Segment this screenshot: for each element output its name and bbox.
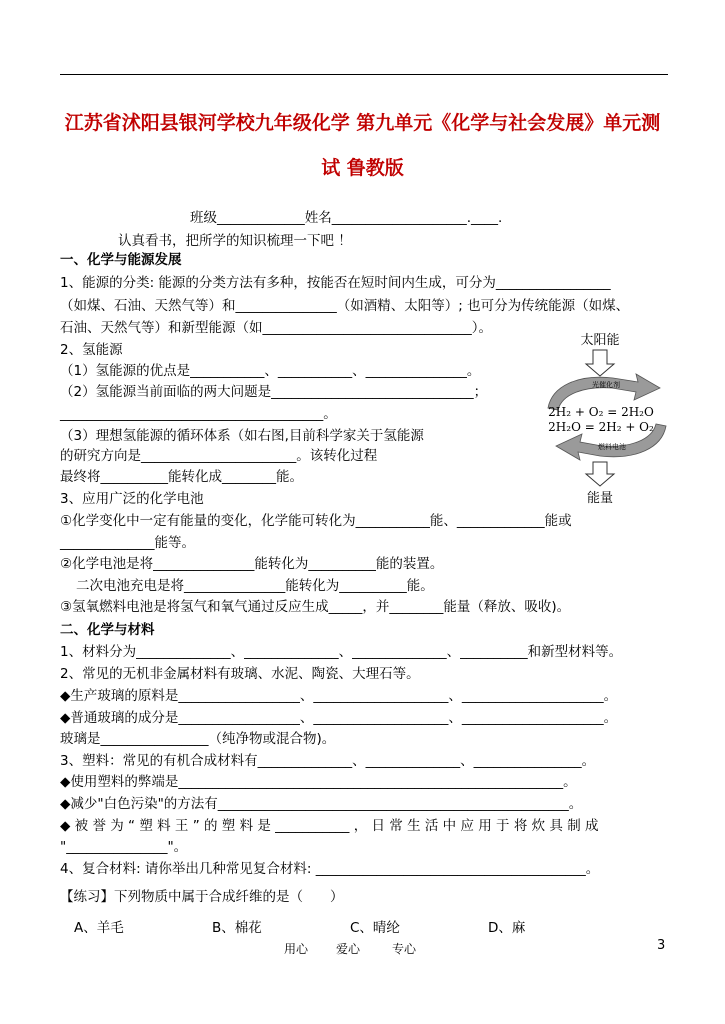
practice-question: 【练习】下列物质中属于合成纤维的是（ ） bbox=[60, 889, 344, 905]
s1-line13: ______________能等。 bbox=[60, 535, 195, 551]
s2-line1: 1、材料分为______________、______________、______________、__________和新型材料等。 bbox=[60, 644, 623, 660]
section1-heading: 一、化学与能源发展 bbox=[60, 252, 182, 268]
s1-line14: ②化学电池是将_______________能转化为__________能的装置。 bbox=[60, 556, 444, 572]
diagram-top-label: 太阳能 bbox=[580, 333, 620, 348]
s2-line4: ◆普通玻璃的成分是__________________、____________________、_____________________。 bbox=[60, 710, 618, 726]
s1-line2: （如煤、石油、天然气等）和_______________（如酒精、太阳等）; 也可分为传统能源（如煤、 bbox=[60, 298, 630, 314]
s1-line10: 最终将__________能转化成________能。 bbox=[60, 469, 303, 485]
s1-line3: 石油、天然气等）和新型能源（如_______________________________）。 bbox=[60, 320, 492, 336]
s2-line2: 2、常见的无机非金属材料有玻璃、水泥、陶瓷、大理石等。 bbox=[60, 666, 420, 682]
page-title-line1: 江苏省沭阳县银河学校九年级化学 第九单元《化学与社会发展》单元测 bbox=[64, 112, 661, 134]
s2-line9: ◆ 被 誉 为 “ 塑 料 王 ” 的 塑 料 是 ___________ ， 日 常 生 活 中 应 用 于 将 炊 具 制 成 bbox=[60, 818, 599, 834]
s1-line16: ③氢氧燃料电池是将氢气和氧气通过反应生成_____，并________能量（释放、吸收)。 bbox=[60, 599, 571, 615]
s1-line8: （3）理想氢能源的循环体系（如右图,目前科学家关于氢能源 bbox=[60, 428, 424, 444]
s2-line8: ◆减少"白色污染"的方法有____________________________________________________。 bbox=[60, 796, 583, 812]
s1-line6: （2）氢能源当前面临的两大问题是______________________________； bbox=[60, 384, 488, 400]
down-arrow-top-icon bbox=[586, 350, 614, 376]
s2-line10: "_______________"。 bbox=[60, 839, 188, 855]
option-c[interactable]: C、晴纶 bbox=[350, 920, 400, 936]
diagram-bottom-label: 能量 bbox=[586, 491, 614, 505]
header-rule bbox=[60, 74, 668, 75]
equation-1: 2H₂ + O₂ = 2H₂O bbox=[548, 405, 654, 419]
section2-heading: 二、化学与材料 bbox=[60, 622, 155, 638]
s2-line5: 玻璃是________________（纯净物或混合物)。 bbox=[60, 731, 336, 747]
down-arrow-bottom-icon bbox=[586, 462, 614, 486]
s2-line11: 4、复合材料: 请你举出几种常见复合材料: ________________________________________。 bbox=[60, 861, 600, 877]
s1-line9: 的研究方向是_______________________。该转化过程 bbox=[60, 448, 378, 464]
s2-line6: 3、塑料：常见的有机合成材料有______________、______________、________________。 bbox=[60, 753, 596, 769]
s1-line11: 3、应用广泛的化学电池 bbox=[60, 491, 204, 507]
s1-line12: ①化学变化中一定有能量的变化，化学能可转化为___________能、_____________能或 bbox=[60, 513, 572, 529]
s2-line3: ◆生产玻璃的原料是__________________、____________________、_____________________。 bbox=[60, 688, 618, 704]
s1-line1: 1、能源的分类: 能源的分类方法有多种，按能否在短时间内生成，可分为_________________ bbox=[60, 275, 611, 291]
page-number: 3 bbox=[657, 938, 666, 953]
equation-2: 2H₂O = 2H₂ + O₂ bbox=[548, 420, 654, 434]
intro-text: 认真看书，把所学的知识梳理一下吧 ！ bbox=[118, 233, 352, 249]
class-name-line: 班级_____________姓名____________________.____. bbox=[190, 210, 503, 226]
page-title-line2: 试 鲁教版 bbox=[321, 157, 404, 179]
arrow-bottom-text: 燃料电池 bbox=[598, 443, 626, 451]
footer-word-1: 用心 bbox=[284, 942, 309, 956]
arrow-top-text: 光催化剂 bbox=[592, 381, 620, 389]
s1-line7: _______________________________________。 bbox=[60, 406, 337, 422]
option-a[interactable]: A、羊毛 bbox=[74, 920, 124, 936]
hydrogen-cycle-diagram bbox=[538, 330, 678, 505]
option-d[interactable]: D、麻 bbox=[488, 920, 526, 936]
option-b[interactable]: B、棉花 bbox=[212, 920, 262, 936]
footer-word-2: 爱心 bbox=[336, 942, 361, 956]
s1-line5: （1）氢能源的优点是___________、___________、_______________。 bbox=[60, 363, 481, 379]
s1-line4: 2、氢能源 bbox=[60, 342, 123, 358]
s2-line7: ◆使用塑料的弊端是_________________________________________________________。 bbox=[60, 774, 577, 790]
footer-word-3: 专心 bbox=[392, 942, 417, 956]
s1-line15: 二次电池充电是将_______________能转化为__________能。 bbox=[76, 578, 434, 594]
